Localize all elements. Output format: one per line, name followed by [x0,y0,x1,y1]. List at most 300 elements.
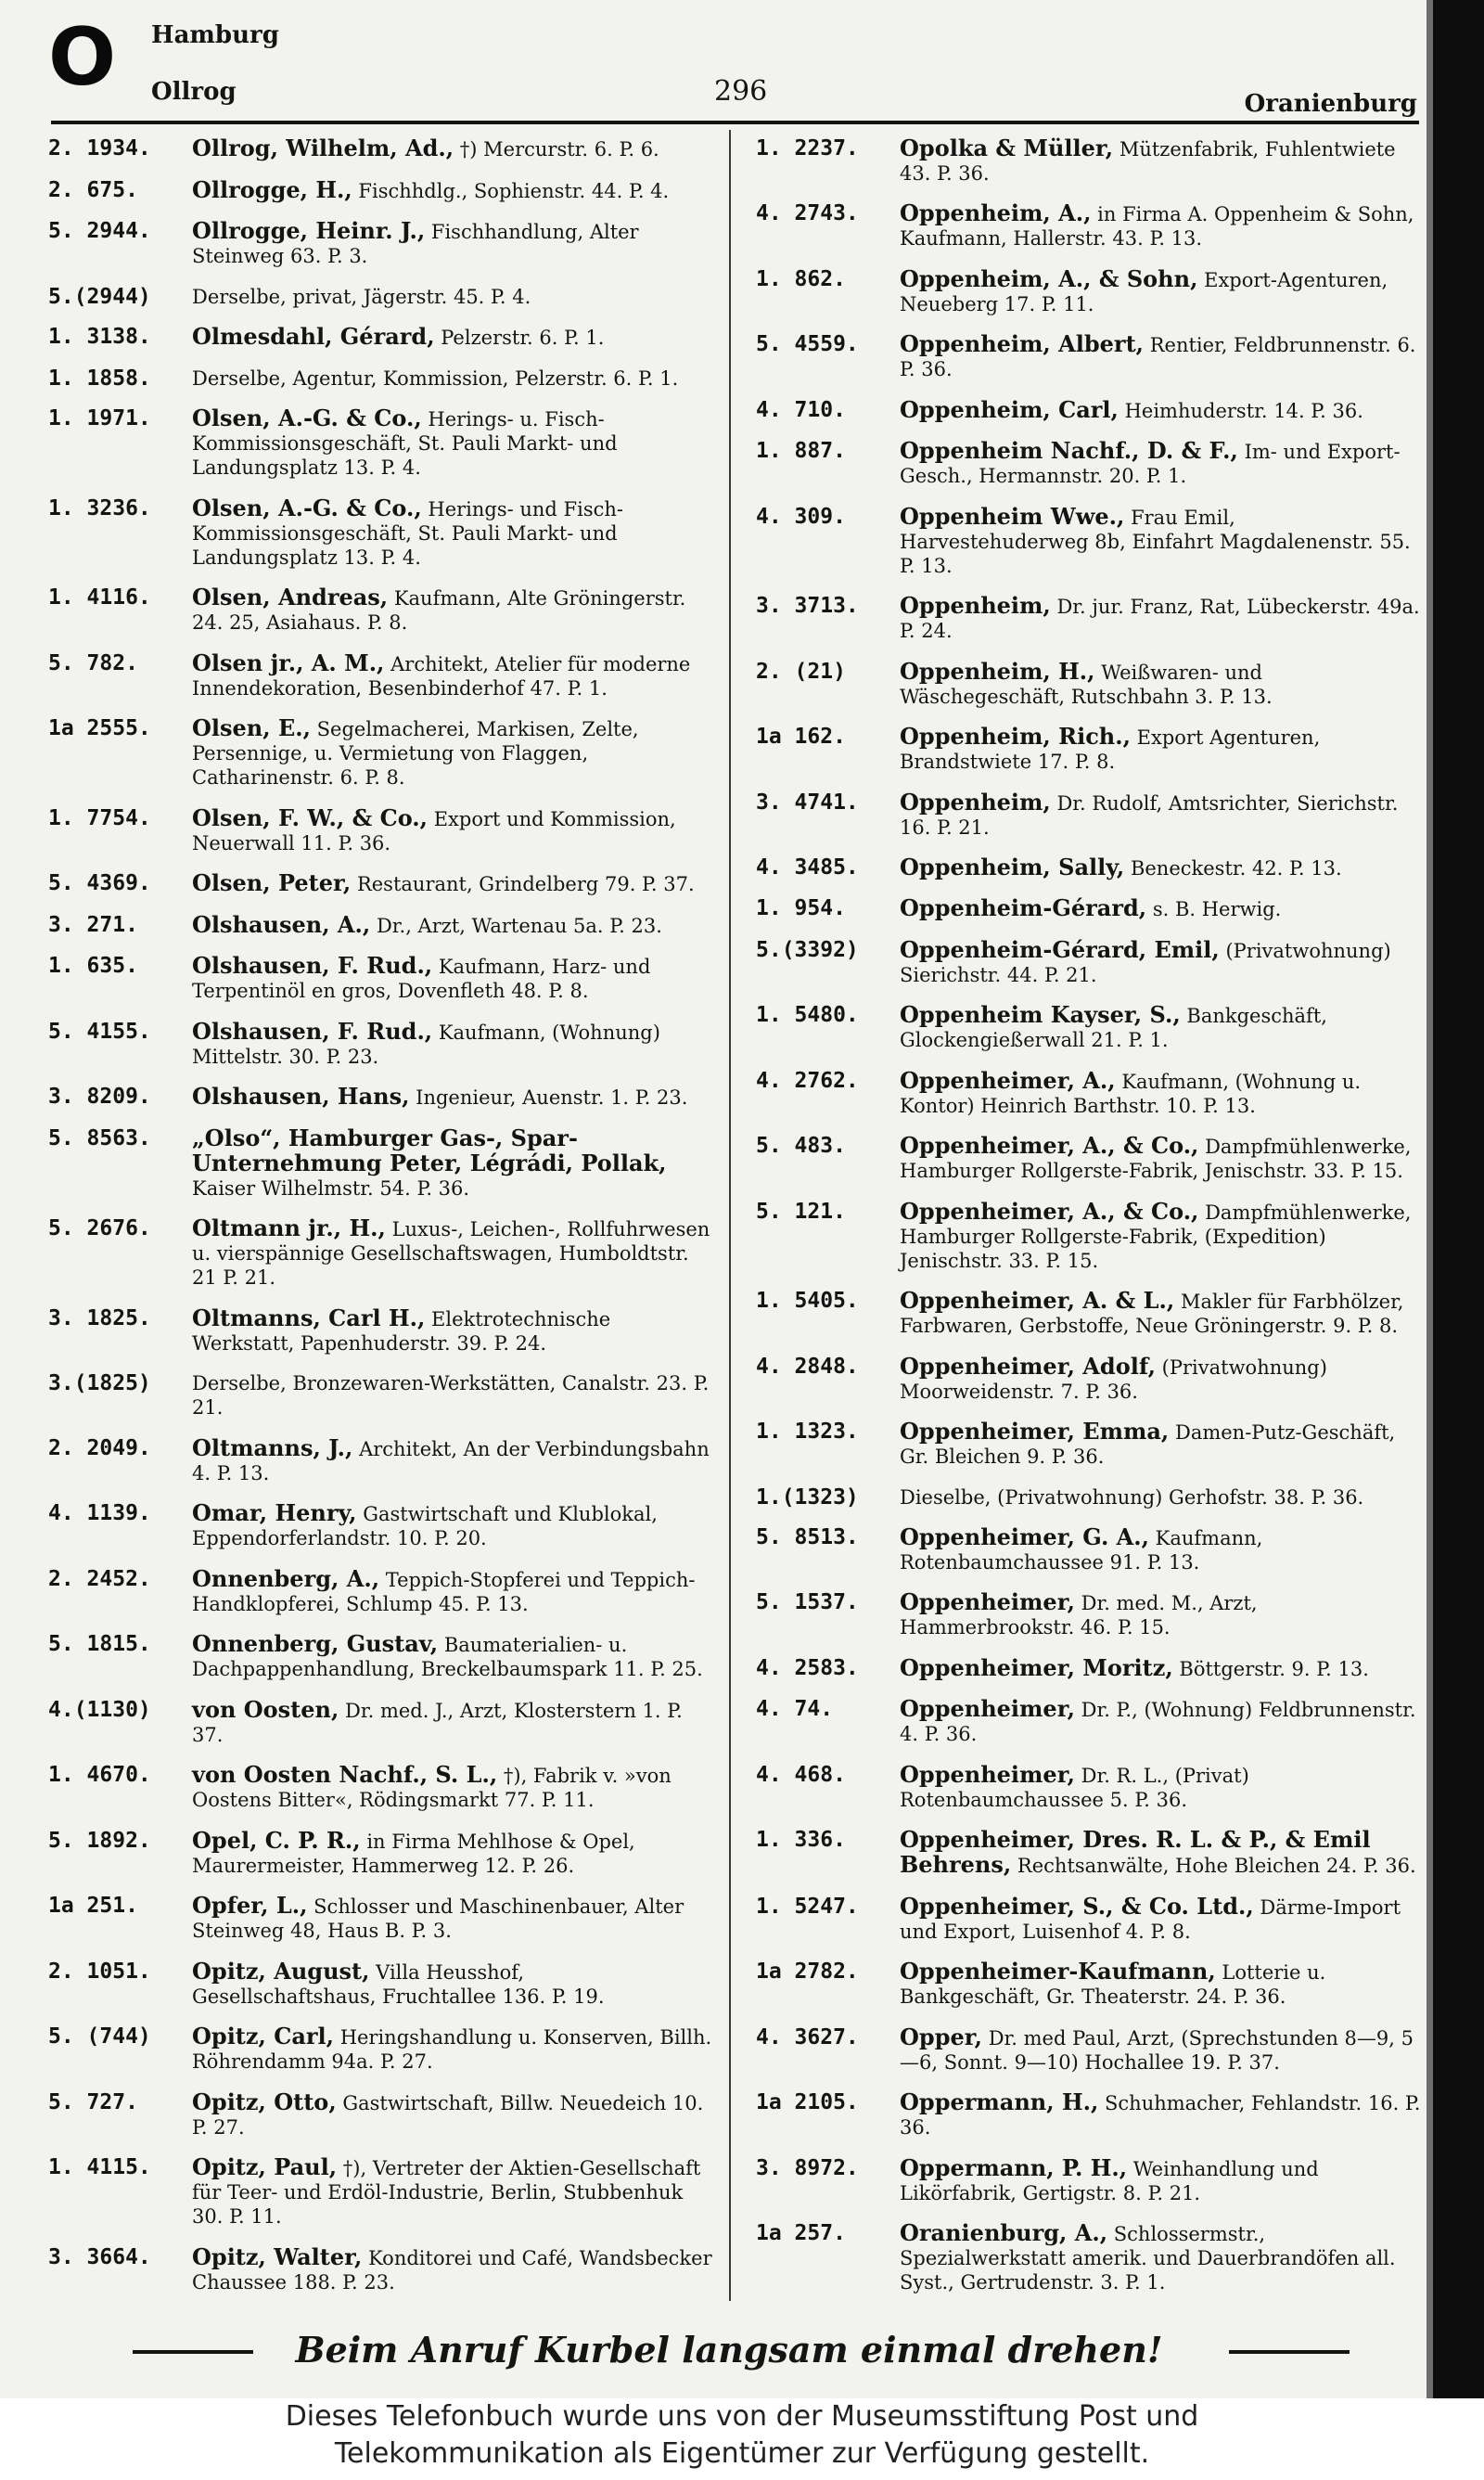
entry-details: †) Mercurstr. 6. P. 6. [459,138,659,161]
entry-details: Pelzerstr. 6. P. 1. [441,327,605,349]
entry-details: Kaufmann, Rotenbaumchaussee 91. P. 13. [900,1526,1263,1574]
entry-text [192,2155,714,2229]
entry-text [900,201,1422,251]
subscriber-name: Oppenheim Nachf., D. & F., [900,437,1238,465]
entry-text [900,725,1422,774]
directory-entry [48,1826,714,1878]
entry-details: Luxus-, Leichen-, Rollfuhrwesen u. vierspännige Gesellschaftswagen, Humboldtstr. 21 P. 21. [192,1218,710,1289]
directory-entry [756,332,1422,381]
entry-details: Dr. med Paul, Arzt, (Sprechstunden 8—9, 5—6, Sonnt. 9—10) Hochallee 19. P. 37. [900,2026,1414,2074]
subscriber-name: Oppenheimer, Emma, [900,1418,1170,1446]
entry-details: Fischhandlung, Alter Steinweg 63. P. 3. [192,221,639,267]
phone-number: 1. 7754. [48,805,151,830]
entry-text [900,790,1422,840]
phone-number: 1a 162. [756,725,846,750]
phone-number: 5. 4155. [48,1019,151,1044]
subscriber-name: Oltmann jr., H., [192,1214,386,1241]
entry-text [192,1564,714,1616]
directory-entry [48,1894,714,1943]
entry-text [192,1371,714,1420]
directory-entry [756,1066,1422,1118]
directory-entry [756,1760,1422,1812]
entry-details: Schuhmacher, Fehlandstr. 16. P. 36. [900,2092,1421,2139]
subscriber-name: Olsen, E., [192,714,311,741]
entry-details: in Firma Mehlhose & Opel, Maurermeister, Hammerweg 12. P. 26. [192,1830,635,1877]
subscriber-name: Opitz, Walter, [192,2242,363,2270]
directory-entry [756,502,1422,578]
directory-entry [756,2153,1422,2205]
phone-number: 4. 74. [756,1697,834,1722]
header-first-entry: Ollrog [151,78,237,106]
entry-text [900,395,1422,423]
directory-entry [756,2218,1422,2294]
entry-text [900,1892,1422,1944]
entry-text [192,1017,714,1069]
directory-entry [48,406,714,480]
entry-text [192,1695,714,1747]
entry-text [192,366,714,391]
entry-text [192,1306,714,1356]
entry-details: Makler für Farbhölzer, Farbwaren, Gerbstoffe, Neue Gröningerstr. 9. P. 8. [900,1291,1404,1338]
phone-number: 1a 2782. [756,1960,859,1985]
directory-entry [48,2242,714,2294]
entry-details: Weinhandlung und Likörfabrik, Gertigstr. 8. P. 21. [900,2157,1319,2204]
entry-details: Rentier, Feldbrunnenstr. 6. P. 36. [900,334,1416,381]
subscriber-name: Oppenheimer, G. A., [900,1523,1149,1550]
entry-details: Heimhuderstr. 14. P. 36. [1124,399,1363,422]
phone-number: 2. 1934. [48,136,151,161]
entry-text [900,1960,1422,2009]
entry-text [900,332,1422,381]
subscriber-name: Oppenheimer-Kaufmann, [900,1958,1216,1985]
phone-number: 4. 3627. [756,2024,859,2050]
directory-entry [756,1892,1422,1944]
directory-entry [756,439,1422,488]
entry-details: Baumaterialien- u. Dachpappenhandlung, Breckelbaumspark 11. P. 25. [192,1634,703,1680]
subscriber-name: Opitz, Carl, [192,2023,334,2050]
directory-entry [756,790,1422,840]
entry-text [192,954,714,1003]
entry-details: Frau Emil, Harvestehuderweg 8b, Einfahrt Magdalenenstr. 55. P. 13. [900,506,1411,577]
phone-number: 2. 1051. [48,1959,151,1984]
subscriber-name: Oltmanns, Carl H., [192,1304,426,1331]
directory-entry [48,1564,714,1616]
subscriber-name: Oppenheim-Gérard, [900,894,1147,922]
entry-details: Gastwirtschaft und Klublokal, Eppendorferlandstr. 10. P. 20. [192,1503,658,1549]
phone-number: 1.(1323) [756,1484,859,1510]
subscriber-name: Oppenheimer, Adolf, [900,1352,1156,1380]
phone-number: 4. 468. [756,1762,846,1787]
donation-caption [0,2398,1484,2480]
subscriber-name: Opper, [900,2023,982,2050]
subscriber-name: Ollrog, Wilhelm, Ad., [192,135,454,161]
subscriber-name: Oppenheimer, A., [900,1066,1116,1094]
entry-text [192,1216,714,1290]
directory-entry [48,1306,714,1356]
entry-details: Schlossermstr., Spezialwerkstatt amerik. und Dauerbrandöfen all. Syst., Gertrudenstr. 3. P. 1. [900,2222,1396,2294]
directory-entry [756,1590,1422,1639]
phone-number: 5. 483. [756,1134,846,1159]
entry-text [900,855,1422,880]
entry-text [900,2025,1422,2075]
subscriber-name: Oppenheim, A., & Sohn, [900,264,1198,292]
entry-details: Dr. P., (Wohnung) Feldbrunnenstr. 4. P. 36. [900,1699,1416,1746]
directory-entry [48,1501,714,1550]
phone-number: 5. 1892. [48,1828,151,1853]
entry-details: Export Agenturen, Brandstwiete 17. P. 8. [900,726,1321,774]
footer-rule-right [1229,2350,1350,2354]
phone-number: 5. 727. [48,2089,138,2114]
entry-text [900,1289,1422,1338]
entry-details: Derselbe, privat, Jägerstr. 45. P. 4. [192,285,531,308]
entry-details: Derselbe, Agentur, Kommission, Pelzerstr. 6. P. 1. [192,366,679,390]
header-last-entry: Oranienburg [1244,90,1417,118]
entry-text [900,1352,1422,1404]
directory-entry [48,325,714,350]
subscriber-name: Oppenheim, [900,788,1051,816]
phone-number: 1a 251. [48,1894,138,1918]
phone-number: 1. 2237. [756,136,859,161]
entry-details: Segelmacherei, Markisen, Zelte, Persennige, u. Vermietung von Flaggen, Catharinenstr. 6. P. 8. [192,718,639,789]
entry-text [192,1501,714,1550]
directory-entry [756,1485,1422,1510]
phone-number: 2. 2452. [48,1566,151,1591]
phone-number: 3. 3664. [48,2244,151,2269]
directory-entry [756,594,1422,643]
directory-entry [48,1632,714,1681]
entry-details: Dampfmühlenwerke, Hamburger Rollgerste-Fabrik, (Expedition) Jenischstr. 33. P. 15. [900,1201,1412,1272]
phone-number: 5. 4369. [48,871,151,895]
phone-number: 1. 1323. [756,1420,859,1445]
subscriber-name: Oppenheim-Gérard, Emil, [900,935,1220,963]
subscriber-name: Olmesdahl, Gérard, [192,323,435,350]
subscriber-name: Omar, Henry, [192,1499,357,1526]
subscriber-name: Oppenheimer, A. & L., [900,1287,1175,1315]
phone-number: 2. (21) [756,659,846,684]
entry-text [900,2090,1422,2139]
directory-entry [48,1695,714,1747]
directory-entry [756,264,1422,316]
entry-text [900,2153,1422,2205]
entry-details: Lotterie u. Bankgeschäft, Gr. Theaterstr. 24. P. 36. [900,1961,1326,2009]
phone-number: 5. 2944. [48,219,151,243]
scan-border [1433,0,1484,2398]
directory-entry [756,855,1422,880]
entry-text [192,1826,714,1878]
entry-details: Dr. med. J., Arzt, Klosterstern 1. P. 37. [192,1699,683,1746]
subscriber-name: Oppermann, P. H., [900,2153,1128,2181]
directory-entry [48,175,714,203]
entry-details: Restaurant, Grindelberg 79. P. 37. [356,873,695,895]
left-column [48,136,714,2307]
phone-number: 5.(2944) [48,284,151,309]
entry-text [900,136,1422,186]
entry-details: Teppich-Stopferei und Teppich-Handklopferei, Schlump 45. P. 13. [192,1568,696,1615]
directory-entry [756,1134,1422,1183]
directory-entry [48,2155,714,2229]
entry-details: †), Vertreter der Aktien-Gesellschaft für Teer- und Erdöl-Industrie, Berlin, Stubbenhuk 30. P. 11. [192,2157,701,2228]
entry-text [192,175,714,203]
entry-details: Beneckestr. 42. P. 13. [1130,856,1342,880]
directory-entry [756,1420,1422,1469]
directory-entry [756,1289,1422,1338]
phone-number: 1. 1971. [48,406,151,430]
directory-entry [48,1085,714,1110]
entry-text [900,502,1422,578]
entry-details: Kaufmann, Harz- und Terpentinöl en gros, Dovenfleth 48. P. 8. [192,956,651,1002]
phone-number: 3. 8972. [756,2155,859,2180]
right-column [756,136,1422,2307]
directory-entry [756,395,1422,423]
entry-details: Export-Agenturen, Neueberg 17. P. 11. [900,268,1388,315]
phone-number: 5. 782. [48,650,138,675]
phone-number: 1. 5247. [756,1894,859,1919]
entry-text [192,406,714,480]
phone-number: 4. 3485. [756,855,859,880]
subscriber-name: Opitz, Otto, [192,2088,337,2115]
phone-number: 1. 336. [756,1828,846,1853]
entry-text [900,1485,1422,1510]
page-number: 296 [714,75,768,108]
phone-number: 5. 4559. [756,332,859,357]
subscriber-name: Olsen, A.-G. & Co., [192,405,422,431]
subscriber-name: Oppermann, H., [900,2088,1099,2116]
directory-entry [756,1697,1422,1746]
entry-text [192,1894,714,1943]
directory-entry [756,1003,1422,1052]
entry-details: Kaiser Wilhelmstr. 54. P. 36. [192,1176,470,1200]
entry-details: Bankgeschäft, Glockengießerwall 21. P. 1. [900,1005,1327,1052]
entry-details: Dr. R. L., (Privat) Rotenbaumchaussee 5. P. 36. [900,1764,1249,1811]
subscriber-name: Olsen, Peter, [192,869,352,896]
entry-details: Herings- u. Fisch-Kommissionsgeschäft, St. Pauli Markt- und Landungsplatz 13. P. 4. [192,408,618,479]
phone-number: 1. 5405. [756,1289,859,1314]
subscriber-name: Opolka & Müller, [900,135,1114,161]
directory-entry [48,219,714,268]
entry-text [192,651,714,700]
entry-text [900,1760,1422,1812]
directory-entry [48,1371,714,1420]
subscriber-name: Oppenheim, Sally, [900,853,1125,880]
entry-text [900,1197,1422,1273]
phone-number: 2. 2049. [48,1435,151,1460]
subscriber-name: Olshausen, F. Rud., [192,952,433,979]
entry-details: (Privatwohnung) Moorweidenstr. 7. P. 36. [900,1356,1327,1403]
phone-number: 1. 887. [756,439,846,464]
entry-details: Fischhdlg., Sophienstr. 44. P. 4. [358,179,670,202]
directory-entry [48,954,714,1003]
entry-text [192,285,714,309]
phone-number: 5. 8513. [756,1524,859,1549]
entry-text [192,803,714,855]
header-city: Hamburg [151,21,279,49]
directory-entry [48,871,714,896]
subscriber-name: Oppenheim Wwe., [900,502,1125,530]
entry-text [192,585,714,635]
entry-text [900,1590,1422,1639]
subscriber-name: Olshausen, A., [192,910,371,938]
entry-details: Konditorei und Café, Wandsbecker Chaussee 188. P. 23. [192,2246,712,2294]
subscriber-name: von Oosten Nachf., S. L., [192,1761,498,1788]
subscriber-name: Oppenheimer, [900,1588,1075,1616]
entry-details: Schlosser und Maschinenbauer, Alter Steinweg 48, Haus B. P. 3. [192,1895,684,1942]
entry-details: Gastwirtschaft, Billw. Neuedeich 10. P. 27. [192,2091,704,2139]
entry-text [900,657,1422,709]
entry-details: Herings- und Fisch-Kommissionsgeschäft, St. Pauli Markt- und Landungsplatz 13. P. 4. [192,497,624,569]
entry-text [192,2242,714,2294]
phone-number: 1. 1858. [48,366,151,391]
directory-entry [48,910,714,938]
entry-text [192,2024,714,2074]
subscriber-name: Opitz, Paul, [192,2153,338,2180]
entry-text [900,935,1422,987]
subscriber-name: Oppenheim, Carl, [900,395,1119,423]
entry-details: Kaufmann, (Wohnung) Mittelstr. 30. P. 23. [192,1021,660,1068]
directory-entry [48,1216,714,1290]
phone-number: 4. 1139. [48,1501,151,1525]
directory-entry [756,896,1422,921]
subscriber-name: Oppenheimer, [900,1695,1075,1723]
phone-number: 4. 2743. [756,201,859,226]
directory-entry [48,366,714,391]
caption-line-2: Telekommunikation als Eigentümer zur Verfügung gestellt. [334,2437,1150,2470]
entry-text [192,1126,714,1201]
subscriber-name: Olsen, F. W., & Co., [192,803,429,831]
entry-text [900,1134,1422,1183]
entry-details: Weißwaren- und Wäschegeschäft, Rutschbahn 3. P. 13. [900,661,1273,708]
directory-entry [48,1957,714,2009]
entry-text [900,1525,1422,1574]
phone-number: 5. 8563. [48,1125,151,1150]
phone-number: 5. 121. [756,1199,846,1224]
entry-details: Kaufmann, (Wohnung u. Kontor) Heinrich Barthstr. 10. P. 13. [900,1070,1362,1117]
entry-details: Derselbe, Bronzewaren-Werkstätten, Canalstr. 23. P. 21. [192,1372,710,1419]
directory-entry [756,1828,1422,1878]
directory-entry [756,657,1422,709]
subscriber-name: Onnenberg, Gustav, [192,1630,439,1657]
directory-entry [48,585,714,635]
subscriber-name: Olshausen, Hans, [192,1083,410,1110]
entry-details: Im- und Export-Gesch., Hermannstr. 20. P. 1. [900,441,1401,488]
subscriber-name: Oppenheimer, Moritz, [900,1653,1173,1681]
directory-entry [48,2024,714,2074]
entry-details: Mützenfabrik, Fuhlentwiete 43. P. 36. [900,138,1396,185]
phone-number: 3. 1825. [48,1305,151,1330]
directory-entry [48,2090,714,2139]
directory-entry [756,1525,1422,1574]
subscriber-name: Opitz, August, [192,1957,370,1985]
entry-text [900,1653,1422,1681]
directory-entry [756,935,1422,987]
phone-number: 1a 2105. [756,2090,859,2115]
directory-entry [48,651,714,700]
entry-text [192,136,714,161]
entry-details: Dr., Arzt, Wartenau 5a. P. 23. [376,914,662,937]
phone-number: 4. 2762. [756,1068,859,1093]
entry-details: Kaufmann, Alte Gröningerstr. 24. 25, Asiahaus. P. 8. [192,587,686,634]
phone-number: 3. 8209. [48,1085,151,1109]
entry-details: Dieselbe, (Privatwohnung) Gerhofstr. 38. P. 36. [900,1485,1364,1509]
phone-number: 4. 309. [756,504,846,529]
subscriber-name: Onnenberg, A., [192,1564,380,1592]
phone-number: 1. 862. [756,266,846,291]
entry-text [192,219,714,268]
entry-text [192,1433,714,1485]
phone-number: 3. 271. [48,912,138,937]
directory-entry [48,285,714,309]
phone-number: 5. 2676. [48,1216,151,1240]
footer-note: Beim Anruf Kurbel langsam einmal drehen! [295,2329,1163,2371]
subscriber-name: Oppenheimer, S., & Co. Ltd., [900,1892,1254,1920]
entry-text [192,1763,714,1812]
entry-text [900,1697,1422,1746]
entry-details: s. B. Herwig. [1152,898,1282,921]
directory-entry [48,803,714,855]
entry-details: Villa Heusshof, Gesellschaftshaus, Fruchtallee 136. P. 19. [192,1960,605,2008]
entry-text [900,264,1422,316]
phone-number: 1. 3236. [48,495,151,520]
entry-details: in Firma A. Oppenheim & Sohn, Kaufmann, Hallerstr. 43. P. 13. [900,203,1414,251]
entry-text [192,496,714,570]
directory-entry [48,1763,714,1812]
phone-number: 1. 4116. [48,585,151,610]
subscriber-name: Oppenheim, Albert, [900,330,1145,358]
subscriber-name: Oppenheimer, A., & Co., [900,1197,1199,1225]
entry-text [900,594,1422,643]
phone-number: 1. 4115. [48,2155,151,2179]
phone-number: 5. 1815. [48,1632,151,1656]
subscriber-name: Oppenheimer, A., & Co., [900,1132,1199,1160]
phone-number: 4. 710. [756,397,846,422]
entry-text [192,2090,714,2139]
entry-details: Damen-Putz-Geschäft, Gr. Bleichen 9. P. 36. [900,1421,1396,1469]
entry-text [900,896,1422,921]
subscriber-name: Olsen jr., A. M., [192,649,385,676]
subscriber-name: Opel, C. P. R., [192,1826,361,1854]
entry-details: Rechtsanwälte, Hohe Bleichen 24. P. 36. [1017,1855,1416,1878]
phone-number: 3. 4741. [756,790,859,815]
subscriber-name: Oltmanns, J., [192,1433,353,1461]
entry-text [900,1828,1422,1878]
subscriber-name: Oppenheimer, Dres. R. L. & P., & Emil Behrens, [900,1826,1371,1879]
directory-entry [756,1352,1422,1404]
phone-number: 4.(1130) [48,1697,151,1722]
entry-details: †), Fabrik v. »von Oostens Bitter«, Rödingsmarkt 77. P. 11. [192,1765,672,1811]
entry-details: Därme-Import und Export, Luisenhof 4. P. 8. [900,1895,1401,1943]
phone-number: 4. 2583. [756,1655,859,1680]
entry-text [192,1085,714,1110]
entry-text [900,1420,1422,1469]
directory-entry [756,136,1422,186]
section-letter: O [48,11,117,104]
entry-details: Ingenieur, Auenstr. 1. P. 23. [416,1086,688,1109]
directory-entry [756,725,1422,774]
column-divider [729,130,731,2301]
subscriber-name: Olsen, A.-G. & Co., [192,494,422,521]
phone-number: 1. 635. [48,954,138,978]
entry-details: Export und Kommission, Neuerwall 11. P. 36. [192,807,676,855]
phone-number: 5. 1537. [756,1590,859,1615]
directory-entry [756,201,1422,251]
phone-number: 2. 675. [48,177,138,202]
caption-line-1: Dieses Telefonbuch wurde uns von der Museumsstiftung Post und [285,2400,1199,2433]
subscriber-name: Olsen, Andreas, [192,584,389,610]
entry-details: (Privatwohnung) Sierichstr. 44. P. 21. [900,939,1391,986]
entry-details: Dr. Rudolf, Amtsrichter, Sierichstr. 16. P. 21. [900,791,1399,839]
entry-details: Dampfmühlenwerke, Hamburger Rollgerste-Fabrik, Jenischstr. 33. P. 15. [900,1136,1412,1183]
directory-entry [48,716,714,790]
subscriber-name: Oranienburg, A., [900,2218,1108,2246]
